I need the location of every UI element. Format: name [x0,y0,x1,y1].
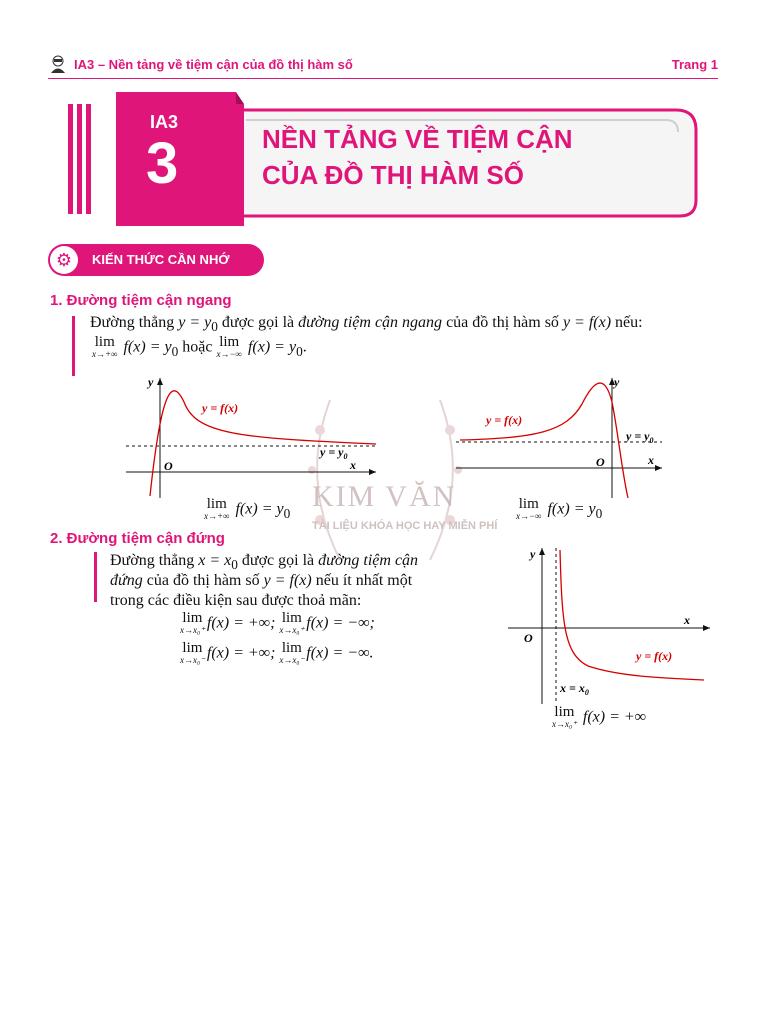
section2-limits-row2: lim x→x₀⁻ f(x) = +∞; lim x→x₀⁻ f(x) = −∞. [180,640,374,665]
curve-label: y = f(x) [202,401,239,415]
chapter-title-line2: CỦA ĐỒ THỊ HÀM SỐ [262,160,524,190]
section2-definition-line2: đứng của đồ thị hàm số y = f(x) nếu ít nhất một [110,572,413,589]
section1-limits: lim x→+∞ $f(x) = y_0$ hoặc lim x→−∞ $f(x) = y_0$. [92,334,307,359]
y-axis-label: y [530,547,536,561]
section2-definition-line3: trong các điều kiện sau được thoả mãn: [110,592,362,609]
brain-gear-icon: ⚙ [50,246,78,274]
graph1-caption: lim x→+∞ $f(x) = y_0$ [204,496,291,521]
origin-label: O [524,631,533,645]
origin-label: O [164,459,173,473]
page-header [48,52,718,79]
graph-horizontal-asymptote-right [126,372,384,502]
asymptote-label: $y = y_0$ [626,429,654,445]
graph-horizontal-asymptote-left [456,372,668,502]
section1-definition: Đường thẳng $y = y_0$ được gọi là đường tiệm cận ngang của đồ thị hàm số y = f(x) nếu: [90,314,643,335]
page-number: Trang 1 [671,57,718,72]
x-axis-label: x [684,613,690,627]
section-badge [48,244,264,276]
graph-vertical-asymptote [508,544,714,706]
chapter-number: 3 [146,131,179,196]
chapter-code: IA3 [150,112,179,132]
watermark-title: KIM VĂN [312,480,457,513]
y-axis-label: y [148,375,154,389]
header-title: IA3 – Nền tảng về tiệm cận của đồ thị hàm số [74,57,353,72]
x-axis-label: x [350,458,356,472]
origin-label: O [596,455,605,469]
quote-bar [94,552,97,602]
graph2-caption: lim x→−∞ $f(x) = y_0$ [516,496,603,521]
section-badge-label: KIẾN THỨC CẦN NHỚ [92,252,230,267]
y-axis-label: y [614,375,620,389]
asymptote-label: $x = x_0$ [560,681,589,697]
author-avatar-icon [48,54,68,74]
section2-heading: 2. Đường tiệm cận đứng [50,530,225,547]
x-axis-label: x [648,453,654,467]
section2-limits-row1: lim x→x₀⁺ f(x) = +∞; lim x→x₀⁺ f(x) = −∞; [180,610,375,635]
asymptote-label: $y = y_0$ [320,445,348,461]
section1-heading: 1. Đường tiệm cận ngang [50,292,232,309]
section2-definition-line1: Đường thẳng $x = x_0$ được gọi là đường tiệm cận [110,552,419,573]
curve-label: y = f(x) [636,649,673,663]
watermark-subtitle: TÀI LIỆU KHÓA HỌC HAY MIỄN PHÍ [312,520,498,532]
quote-bar [72,316,75,376]
chapter-title-line1: NỀN TẢNG VỀ TIỆM CẬN [262,124,573,154]
curve-label: y = f(x) [486,413,523,427]
graph3-caption: lim x→x₀⁺ f(x) = +∞ [552,704,647,729]
